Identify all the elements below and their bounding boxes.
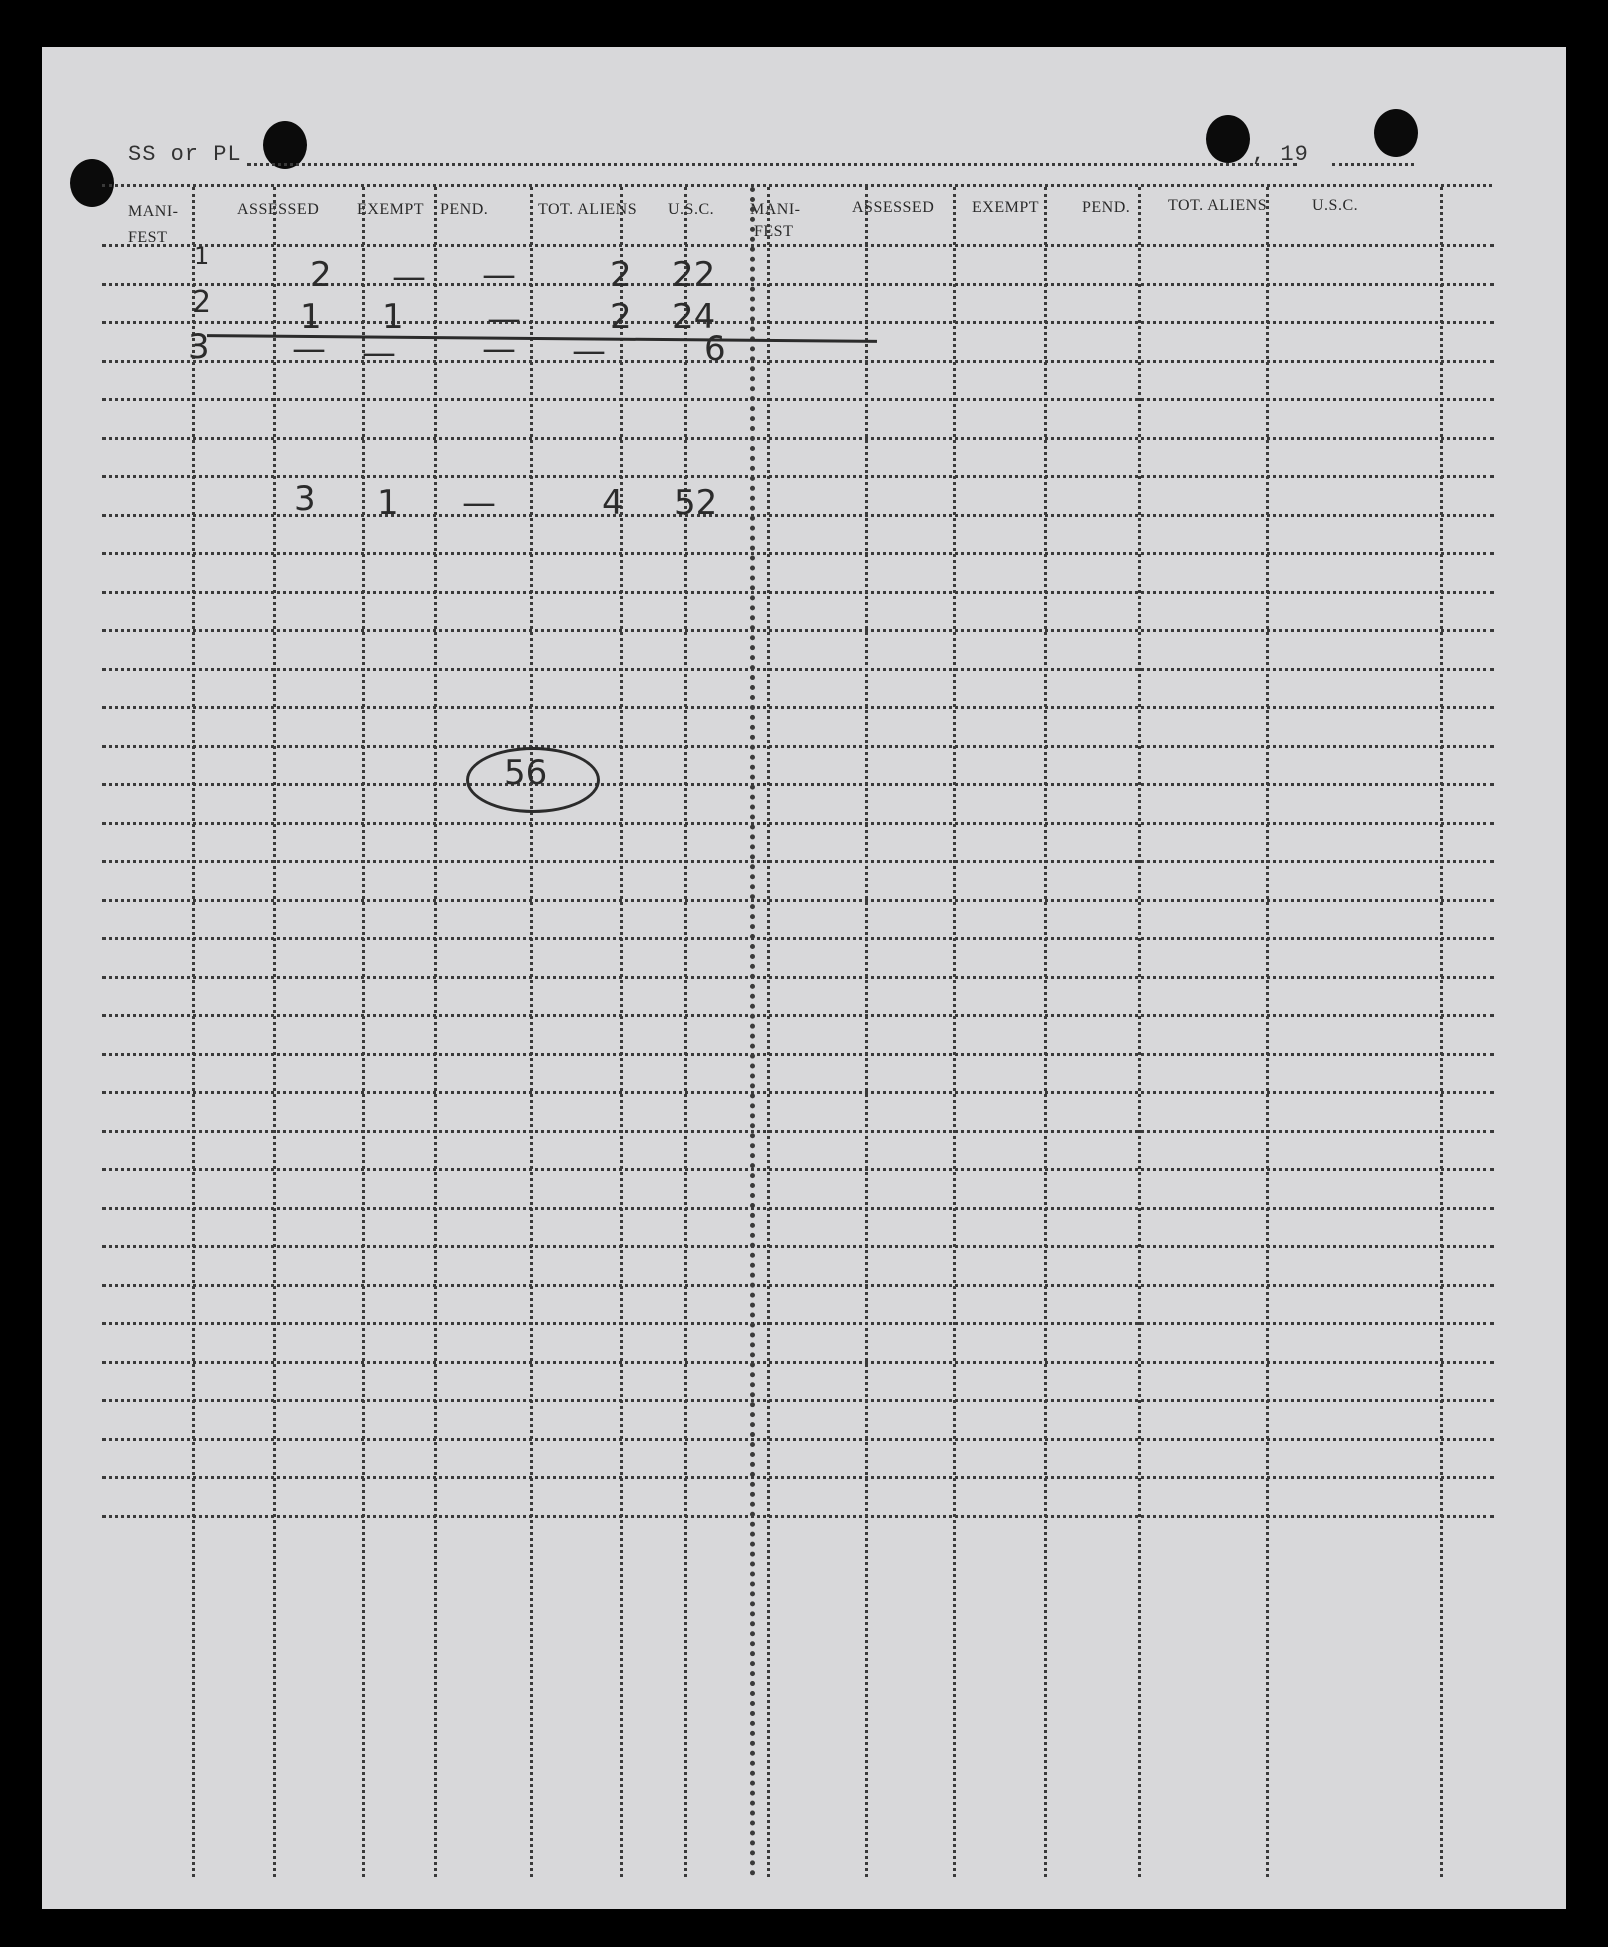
header-manifest-left: MANI- [128,203,179,220]
row2-tot-aliens: 2 [610,297,632,337]
grid-row-line [102,976,1494,979]
grid-row-line [102,899,1494,902]
grid-column-line [1440,187,1443,1877]
row1-exempt: — [392,257,426,297]
grid-row-line [102,552,1494,555]
grid-row-line [102,745,1494,748]
row2-pend: — [487,299,521,339]
header-usc-right: U.S.C. [1312,197,1359,214]
grid-row-line [102,244,1494,247]
grid-row-line [102,1245,1494,1248]
row2-usc: 24 [672,297,716,337]
row1-manifest: 1 [194,242,210,270]
grid-row-line [102,937,1494,940]
grid-row-line [102,591,1494,594]
grid-row-line [102,1207,1494,1210]
header-manifest-right: MANI- [750,201,801,218]
punch-hole-left [70,159,114,207]
grid-row-line [102,668,1494,671]
grid-row-line [102,860,1494,863]
grid-row-line [102,1091,1494,1094]
grid-column-line [1044,187,1047,1877]
grid-column-line [1266,187,1269,1877]
grid-row-line [102,398,1494,401]
grid-row-line [102,1361,1494,1364]
ship-label: SS or PL [128,142,242,167]
row1-tot-aliens: 2 [610,255,632,295]
punch-hole-top-left [263,121,307,169]
row1-usc: 22 [672,255,716,295]
total-usc: 52 [674,483,718,523]
form-sheet [42,47,1566,1909]
row3-exempt: — [362,333,396,373]
grid-column-line [953,187,956,1877]
grid-column-line [767,187,770,1877]
grid-column-line [1138,187,1141,1877]
grid-row-line [102,706,1494,709]
date-fill-line [1332,163,1414,166]
grid-row-line [102,475,1494,478]
punch-hole-far-right [1374,109,1418,157]
header-exempt-left: EXEMPT [357,201,424,218]
row2-exempt: 1 [382,297,404,337]
header-exempt-right: EXEMPT [972,199,1039,216]
total-pend: — [462,483,496,523]
row3-manifest: 3 [188,327,210,367]
grid-row-line [102,1053,1494,1056]
grid-row-line [102,783,1494,786]
date-label: , 19 [1252,142,1309,167]
grid-row-line [102,1284,1494,1287]
punch-hole-top-right [1206,115,1250,163]
grid-row-line [102,1168,1494,1171]
header-pend-left: PEND. [440,201,489,218]
row1-assessed: 2 [310,255,332,295]
total-exempt: 1 [377,483,399,523]
grid-row-line [102,1515,1494,1518]
grid-column-line [865,187,868,1877]
grid-row-line [102,1438,1494,1441]
header-tot-aliens-right: TOT. ALIENS [1168,197,1268,214]
row3-usc: 6 [704,329,726,369]
grid-row-line [102,822,1494,825]
row3-pend: — [482,329,516,369]
grid-column-line [620,187,623,1877]
grid-row-line [102,1322,1494,1325]
header-assessed-right: ASSESSED [852,199,935,216]
circled-total: 56 [504,753,548,793]
grid-column-line [362,187,365,1877]
grid-column-line [192,187,195,1877]
header-manifest-left-2: FEST [128,229,168,246]
row1-pend: — [482,255,516,295]
grid-row-line [102,1399,1494,1402]
grid-row-line [102,1014,1494,1017]
grid-divider-line [750,187,755,1877]
grid-row-line [102,1130,1494,1133]
grid-row-line [102,437,1494,440]
header-assessed-left: ASSESSED [237,201,320,218]
header-top-rule [102,184,1492,187]
row2-manifest: 2 [192,285,212,320]
row3-tot-aliens: — [572,331,606,371]
total-assessed: 3 [294,479,316,519]
ship-fill-line [247,163,1297,166]
total-tot-aliens: 4 [602,483,624,523]
grid-column-line [434,187,437,1877]
header-manifest-right-2: FEST [754,223,794,240]
header-usc-left: U.S.C. [668,201,715,218]
grid-column-line [530,187,533,1877]
grid-row-line [102,1476,1494,1479]
grid-column-line [273,187,276,1877]
header-pend-right: PEND. [1082,199,1131,216]
grid-row-line [102,629,1494,632]
grid-column-line [684,187,687,1877]
header-tot-aliens-left: TOT. ALIENS [538,201,638,218]
row3-assessed: — [292,329,326,369]
row2-assessed: 1 [300,297,322,337]
